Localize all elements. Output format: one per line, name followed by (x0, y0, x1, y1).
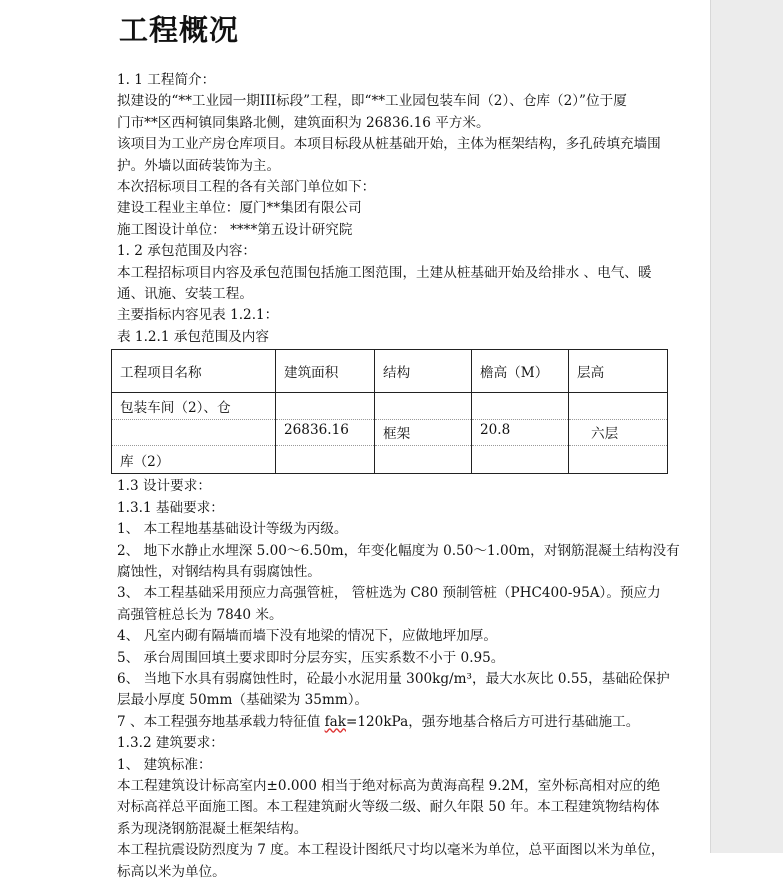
paragraph-line: 护。外墙以面砖装饰为主。 (117, 157, 281, 174)
building-paragraph-line: 系为现浇钢筋混凝土框架结构。 (117, 820, 308, 837)
paragraph-line: 拟建设的“**工业园一期III标段”工程，即“**工业园包装车间（2）、仓库（2）”位于厦 (117, 93, 627, 110)
foundation-item-6: 6、 当地下水具有弱腐蚀性时，砼最小水泥用量 300kg/m³，最大水灰比 0.55，基础砼保护 (117, 670, 670, 687)
table-header-cell: 檐高（M） (472, 350, 569, 393)
section-heading-1-1: 1. 1 工程简介： (117, 72, 216, 88)
foundation-item-5: 5、 承台周围回填土要求即时分层夯实，压实系数不小于 0.95。 (117, 649, 505, 666)
foundation-item-2: 2、 地下水静止水埋深 5.00～6.50m，年变化幅度为 0.50～1.00m，对钢筋混凝土结构没有 (117, 542, 680, 559)
spellcheck-term: fak (324, 713, 346, 730)
area-value: 26836.16 (284, 422, 349, 439)
foundation-item-7 (117, 712, 675, 733)
table-header-row (112, 350, 668, 393)
foundation-item-3: 3、 本工程基础采用预应力高强管桩， 管桩选为 C80 预制管桩（PHC400-95A）。预应力 (117, 585, 661, 602)
foundation-item-3-cont: 高强管桩总长为 7840 米。 (117, 606, 283, 623)
document-side-gutter (710, 0, 783, 853)
design-unit-line: 施工图设计单位： ****第五设计研究院 (117, 221, 353, 238)
floors-value: 六层 (591, 426, 619, 443)
eave-height-value: 20.8 (480, 422, 511, 439)
section-heading-1-3-1: 1.3.1 基础要求： (117, 499, 224, 516)
document-content (117, 0, 680, 883)
table-cell-structure (375, 393, 472, 474)
building-paragraph-line: 本工程抗震设防烈度为 7 度。本工程设计图纸尺寸均以毫米为单位，总平面图以米为单位， (117, 842, 665, 859)
paragraph-line: 本工程招标项目内容及承包范围包括施工图范围，土建从桩基础开始及给排水 、电气、暖 (117, 264, 652, 281)
building-paragraph-line: 对标高祥总平面施工图。本工程建筑耐火等级二级、耐久年限 50 年。本工程建筑物结构体 (117, 799, 660, 816)
foundation-item-1: 1、 本工程地基基础设计等级为丙级。 (117, 521, 348, 538)
foundation-item-6-cont: 层最小厚度 50mm（基础梁为 35mm）。 (117, 692, 369, 709)
table-row (112, 393, 668, 474)
scope-table (111, 349, 668, 474)
project-name-line-1: 包装车间（2）、仓 (120, 400, 231, 417)
owner-unit-line: 建设工程业主单位：厦门**集团有限公司 (117, 200, 362, 217)
section-heading-1-3-2: 1.3.2 建筑要求： (117, 735, 224, 752)
paragraph-line: 门市**区西柯镇同集路北侧，建筑面积为 26836.16 平方米。 (117, 114, 490, 131)
table-caption: 表 1.2.1 承包范围及内容 (117, 328, 269, 345)
scope-table-wrapper (111, 349, 667, 474)
document-title: 工程概况 (119, 13, 240, 47)
foundation-item-2-cont: 腐蚀性，对钢结构具有弱腐蚀性。 (117, 563, 321, 580)
building-paragraph-line: 本工程建筑设计标高室内±0.000 相当于绝对标高为黄海高程 9.2M，室外标高相对应的绝 (117, 777, 661, 794)
table-cell-area (276, 393, 375, 474)
paragraph-line: 本次招标项目工程的各有关部门单位如下： (117, 179, 376, 196)
table-cell-floors (569, 393, 668, 474)
paragraph-line: 主要指标内容见表 1.2.1： (117, 307, 279, 324)
table-header-cell: 层高 (569, 350, 668, 393)
foundation-item-4: 4、 凡室内砌有隔墙而墙下没有地梁的情况下，应做地坪加厚。 (117, 628, 497, 645)
building-item-1: 1、 建筑标准： (117, 756, 212, 773)
paragraph-line: 该项目为工业产房仓库项目。本项目标段从桩基础开始，主体为框架结构，多孔砖填充墙围 (117, 136, 661, 153)
table-header-cell: 建筑面积 (276, 350, 375, 393)
table-cell-eave-height (472, 393, 569, 474)
table-header-cell: 工程项目名称 (112, 350, 276, 393)
table-header-cell: 结构 (375, 350, 472, 393)
document-body (117, 70, 680, 883)
section-heading-1-2: 1. 2 承包范围及内容： (117, 243, 257, 260)
foundation-item-7-pre: 7 、本工程强夯地基承载力特征值 (117, 713, 325, 730)
project-name-line-2: 库（2） (120, 454, 170, 471)
paragraph-line: 通、讯施、安装工程。 (117, 286, 253, 303)
building-paragraph-line: 标高以米为单位。 (117, 863, 226, 880)
table-cell-project-name (112, 393, 276, 474)
foundation-item-7-post: =120kPa，强夯地基合格后方可进行基础施工。 (345, 713, 640, 730)
structure-value: 框架 (383, 426, 411, 443)
section-heading-1-3: 1.3 设计要求： (117, 478, 211, 495)
